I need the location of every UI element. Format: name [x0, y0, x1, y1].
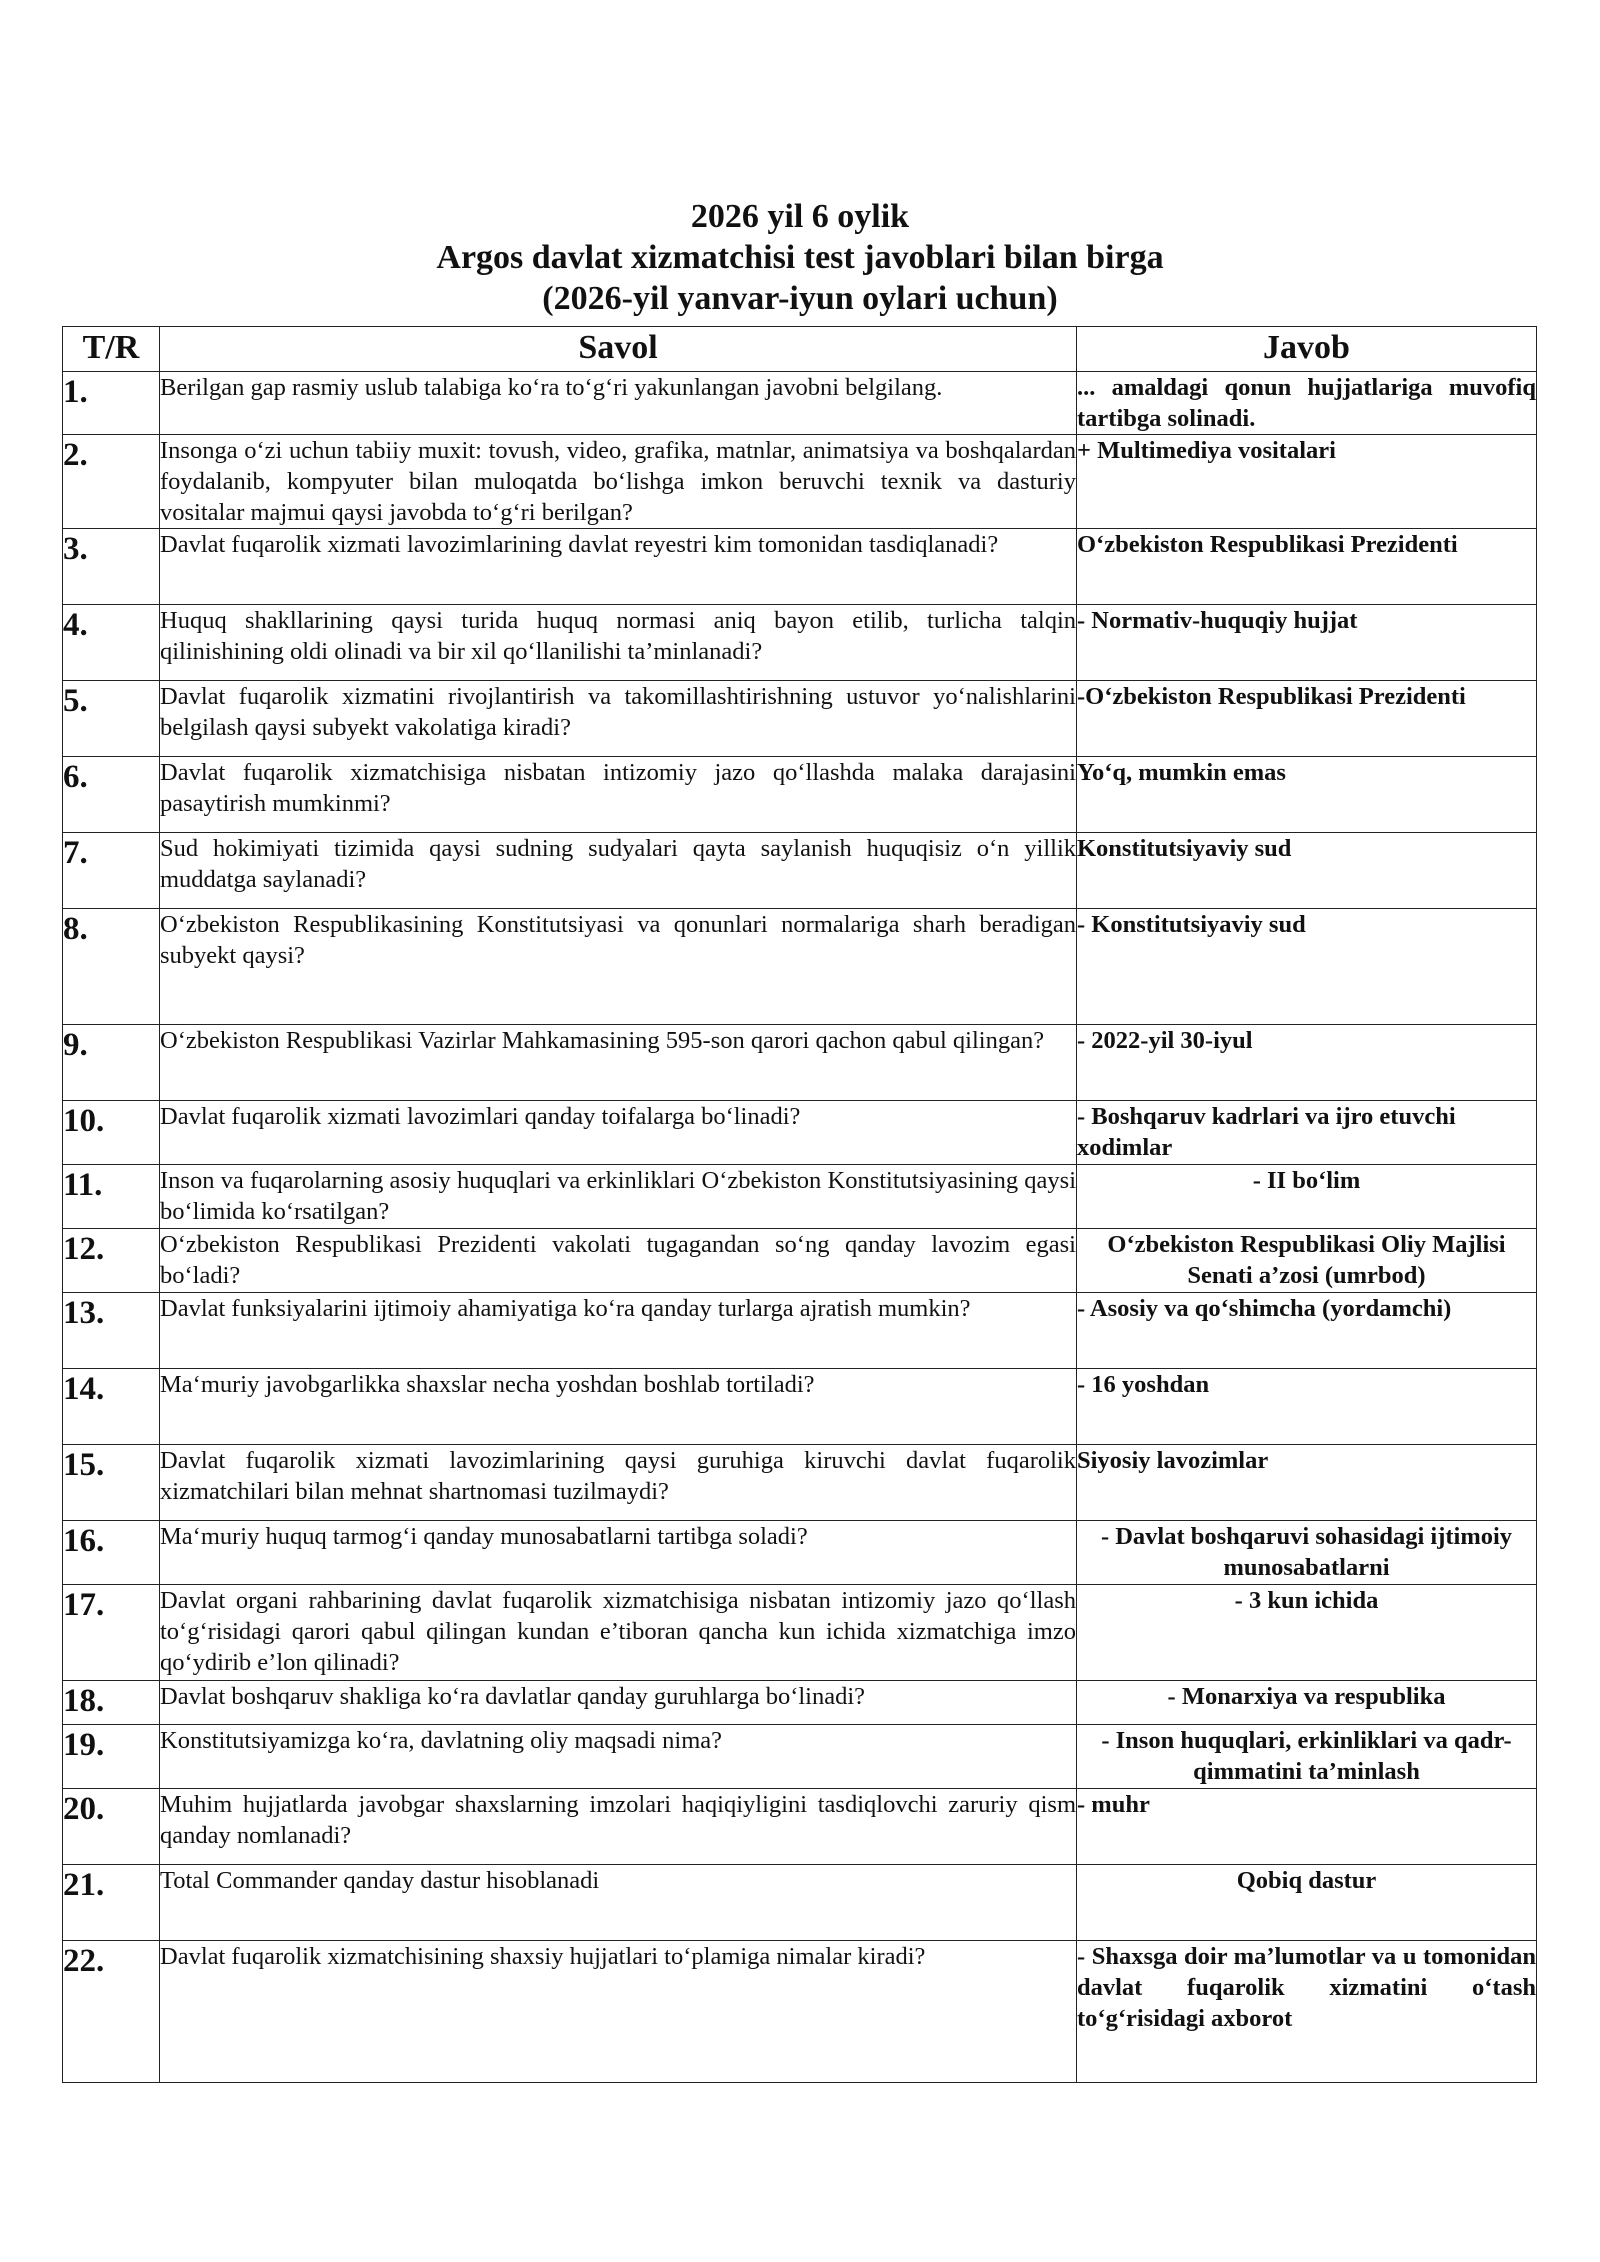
row-answer: - Monarxiya va respublika	[1077, 1681, 1537, 1725]
row-question: Insonga o‘zi uchun tabiiy muxit: tovush, video, grafika, matnlar, animatsiya va boshqalardan foydalanib, kompyuter bilan muloqatda bo‘lishga imkon beruvchi texnik va dasturiy vositalar majmui qaysi javobda to‘g‘ri berilgan?	[160, 435, 1077, 529]
row-number: 5.	[63, 681, 160, 757]
row-number: 4.	[63, 605, 160, 681]
row-question: Davlat fuqarolik xizmatchisining shaxsiy hujjatlari to‘plamiga nimalar kiradi?	[160, 1941, 1077, 2083]
table-row	[63, 1681, 1537, 1725]
table-row	[63, 1229, 1537, 1293]
row-question: Davlat fuqarolik xizmatini rivojlantirish va takomillashtirishning ustuvor yo‘nalishlarini belgilash qaysi subyekt vakolatiga kiradi?	[160, 681, 1077, 757]
row-answer: Qobiq dastur	[1077, 1865, 1537, 1941]
row-number: 3.	[63, 529, 160, 605]
row-answer: - Konstitutsiyaviy sud	[1077, 909, 1537, 1025]
row-question: Ma‘muriy huquq tarmog‘i qanday munosabatlarni tartibga soladi?	[160, 1521, 1077, 1585]
row-question: Ma‘muriy javobgarlikka shaxslar necha yoshdan boshlab tortiladi?	[160, 1369, 1077, 1445]
column-header-number: T/R	[63, 327, 160, 372]
row-question: Davlat fuqarolik xizmati lavozimlarining davlat reyestri kim tomonidan tasdiqlanadi?	[160, 529, 1077, 605]
table-row	[63, 1369, 1537, 1445]
table-row	[63, 1445, 1537, 1521]
table-row	[63, 1789, 1537, 1865]
row-answer: Siyosiy lavozimlar	[1077, 1445, 1537, 1521]
row-answer: - Inson huquqlari, erkinliklari va qadr-qimmatini ta’minlash	[1077, 1725, 1537, 1789]
table-row	[63, 529, 1537, 605]
qa-table	[62, 326, 1537, 2083]
row-question: Muhim hujjatlarda javobgar shaxslarning imzolari haqiqiyligini tasdiqlovchi zaruriy qism qanday nomlanadi?	[160, 1789, 1077, 1865]
row-answer: - 3 kun ichida	[1077, 1585, 1537, 1681]
row-number: 10.	[63, 1101, 160, 1165]
table-row	[63, 1293, 1537, 1369]
row-question: Konstitutsiyamizga ko‘ra, davlatning oliy maqsadi nima?	[160, 1725, 1077, 1789]
row-answer: O‘zbekiston Respublikasi Oliy Majlisi Senati a’zosi (umrbod)	[1077, 1229, 1537, 1293]
row-question: O‘zbekiston Respublikasining Konstitutsiyasi va qonunlari normalariga sharh beradigan subyekt qaysi?	[160, 909, 1077, 1025]
row-number: 17.	[63, 1585, 160, 1681]
row-number: 22.	[63, 1941, 160, 2083]
table-row	[63, 757, 1537, 833]
table-row	[63, 605, 1537, 681]
row-answer: O‘zbekiston Respublikasi Prezidenti	[1077, 529, 1537, 605]
row-number: 12.	[63, 1229, 160, 1293]
row-question: Huquq shakllarining qaysi turida huquq normasi aniq bayon etilib, turlicha talqin qilinishining oldi olinadi va bir xil qo‘llanilishi ta’minlanadi?	[160, 605, 1077, 681]
row-answer: + Multimediya vositalari	[1077, 435, 1537, 529]
row-question: Sud hokimiyati tizimida qaysi sudning sudyalari qayta saylanish huquqisiz o‘n yillik muddatga saylanadi?	[160, 833, 1077, 909]
row-number: 20.	[63, 1789, 160, 1865]
row-number: 16.	[63, 1521, 160, 1585]
row-answer: Yo‘q, mumkin emas	[1077, 757, 1537, 833]
row-answer: - Boshqaruv kadrlari va ijro etuvchi xodimlar	[1077, 1101, 1537, 1165]
row-question: Davlat boshqaruv shakliga ko‘ra davlatlar qanday guruhlarga bo‘linadi?	[160, 1681, 1077, 1725]
row-question: Davlat fuqarolik xizmati lavozimlari qanday toifalarga bo‘linadi?	[160, 1101, 1077, 1165]
row-answer: Konstitutsiyaviy sud	[1077, 833, 1537, 909]
row-number: 15.	[63, 1445, 160, 1521]
row-answer: - Normativ-huquqiy hujjat	[1077, 605, 1537, 681]
row-answer: - muhr	[1077, 1789, 1537, 1865]
table-row	[63, 1025, 1537, 1101]
row-number: 6.	[63, 757, 160, 833]
row-answer: - 16 yoshdan	[1077, 1369, 1537, 1445]
table-row	[63, 1521, 1537, 1585]
table-row	[63, 1101, 1537, 1165]
row-number: 11.	[63, 1165, 160, 1229]
row-question: O‘zbekiston Respublikasi Prezidenti vakolati tugagandan so‘ng qanday lavozim egasi bo‘ladi?	[160, 1229, 1077, 1293]
table-row	[63, 681, 1537, 757]
row-answer: -O‘zbekiston Respublikasi Prezidenti	[1077, 681, 1537, 757]
table-row	[63, 435, 1537, 529]
row-question: Davlat funksiyalarini ijtimoiy ahamiyatiga ko‘ra qanday turlarga ajratish mumkin?	[160, 1293, 1077, 1369]
row-number: 2.	[63, 435, 160, 529]
table-row	[63, 833, 1537, 909]
row-answer: - Shaxsga doir ma’lumotlar va u tomonidan davlat fuqarolik xizmatini o‘tash to‘g‘risidagi axborot	[1077, 1941, 1537, 2083]
table-row	[63, 1585, 1537, 1681]
row-number: 1.	[63, 372, 160, 435]
row-answer: ... amaldagi qonun hujjatlariga muvofiq tartibga solinadi.	[1077, 372, 1537, 435]
table-row	[63, 909, 1537, 1025]
table-row	[63, 372, 1537, 435]
row-number: 13.	[63, 1293, 160, 1369]
row-question: Berilgan gap rasmiy uslub talabiga ko‘ra to‘g‘ri yakunlangan javobni belgilang.	[160, 372, 1077, 435]
table-row	[63, 1165, 1537, 1229]
row-number: 8.	[63, 909, 160, 1025]
column-header-answer: Javob	[1077, 327, 1537, 372]
row-number: 19.	[63, 1725, 160, 1789]
row-question: Total Commander qanday dastur hisoblanadi	[160, 1865, 1077, 1941]
row-answer: - Asosiy va qo‘shimcha (yordamchi)	[1077, 1293, 1537, 1369]
header-line-1: 2026 yil 6 oylik	[690, 198, 910, 235]
row-number: 18.	[63, 1681, 160, 1725]
row-number: 21.	[63, 1865, 160, 1941]
row-question: Davlat fuqarolik xizmatchisiga nisbatan intizomiy jazo qo‘llashda malaka darajasini pasaytirish mumkinmi?	[160, 757, 1077, 833]
table-row	[63, 1941, 1537, 2083]
table-row	[63, 1725, 1537, 1789]
table-row	[63, 1865, 1537, 1941]
row-answer: - 2022-yil 30-iyul	[1077, 1025, 1537, 1101]
row-answer: - II bo‘lim	[1077, 1165, 1537, 1229]
document-header	[0, 196, 1600, 319]
row-question: Davlat fuqarolik xizmati lavozimlarining qaysi guruhiga kiruvchi davlat fuqarolik xizmatchilari bilan mehnat shartnomasi tuzilmaydi?	[160, 1445, 1077, 1521]
header-line-3: (2026-yil yanvar-iyun oylari uchun)	[542, 280, 1058, 317]
column-header-question: Savol	[160, 327, 1077, 372]
header-line-2: Argos davlat xizmatchisi test javoblari bilan birga	[436, 239, 1164, 276]
row-question: O‘zbekiston Respublikasi Vazirlar Mahkamasining 595-son qarori qachon qabul qilingan?	[160, 1025, 1077, 1101]
row-question: Inson va fuqarolarning asosiy huquqlari va erkinliklari O‘zbekiston Konstitutsiyasining qaysi bo‘limida ko‘rsatilgan?	[160, 1165, 1077, 1229]
row-answer: - Davlat boshqaruvi sohasidagi ijtimoiy munosabatlarni	[1077, 1521, 1537, 1585]
row-number: 9.	[63, 1025, 160, 1101]
row-number: 7.	[63, 833, 160, 909]
table-header-row	[63, 327, 1537, 372]
row-question: Davlat organi rahbarining davlat fuqarolik xizmatchisiga nisbatan intizomiy jazo qo‘llash to‘g‘risidagi qarori qabul qilingan kundan e’tiboran qancha kun ichida xizmatchiga imzo qo‘ydirib e’lon qilinadi?	[160, 1585, 1077, 1681]
row-number: 14.	[63, 1369, 160, 1445]
